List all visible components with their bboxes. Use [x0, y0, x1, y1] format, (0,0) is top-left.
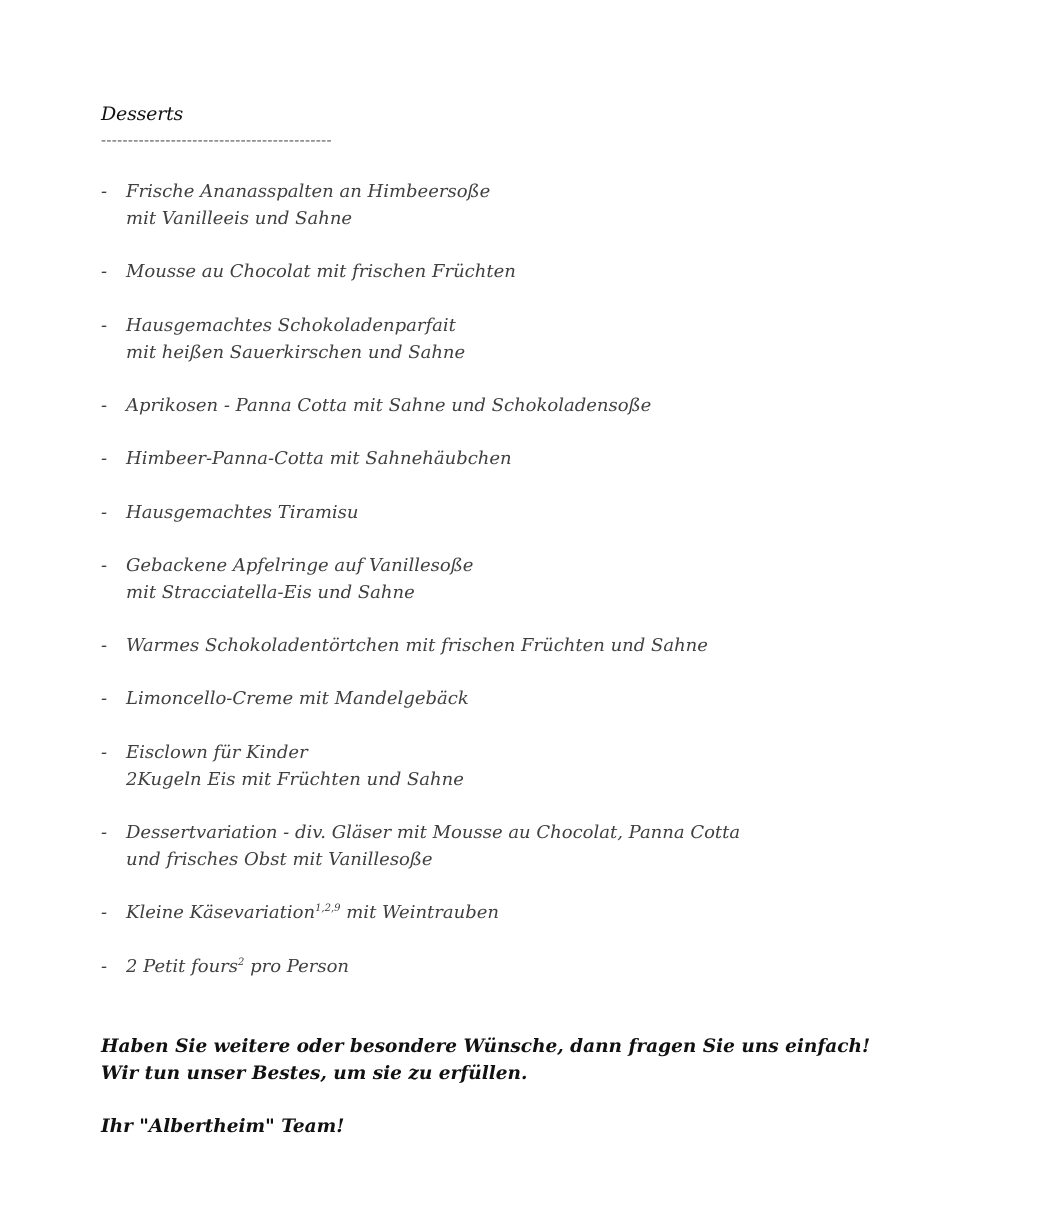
item-bullet: - — [101, 181, 108, 202]
item-bullet: - — [101, 902, 108, 923]
item-text — [126, 313, 465, 366]
item-name: Kleine Käsevariation — [126, 902, 316, 923]
item-bullet: - — [101, 742, 108, 763]
allergen-footnote: 2 — [238, 957, 245, 968]
closing-message — [101, 1034, 870, 1087]
item-line-1: Hausgemachtes Schokoladenparfait — [126, 315, 456, 336]
item-line-1: Gebackene Apfelringe auf Vanillesoße — [126, 555, 474, 576]
item-text — [126, 820, 740, 873]
item-text — [126, 446, 512, 473]
item-bullet: - — [101, 688, 108, 709]
item-text — [126, 393, 651, 420]
item-suffix: mit Weintrauben — [340, 902, 499, 923]
item-suffix: pro Person — [244, 956, 350, 977]
item-bullet: - — [101, 395, 108, 416]
closing-line-1: Haben Sie weitere oder besondere Wünsche, dann fragen Sie uns einfach! — [101, 1036, 871, 1057]
item-line-1 — [126, 900, 499, 927]
item-text — [126, 179, 490, 232]
item-line-1: Hausgemachtes Tiramisu — [126, 502, 359, 523]
item-line-2: und frisches Obst mit Vanillesoße — [126, 848, 433, 870]
allergen-footnote: 1,2,9 — [315, 903, 341, 914]
item-bullet: - — [101, 822, 108, 843]
item-text — [126, 900, 499, 927]
item-text — [126, 553, 473, 606]
item-bullet: - — [101, 448, 108, 469]
item-line-1: Limoncello-Creme mit Mandelgebäck — [126, 688, 469, 709]
item-bullet: - — [101, 956, 108, 977]
item-text — [126, 740, 464, 793]
item-line-2: mit Vanilleeis und Sahne — [126, 207, 353, 229]
item-line-1 — [126, 954, 349, 981]
item-text — [126, 500, 359, 527]
title-divider: ------------------------------------------- — [101, 131, 332, 149]
item-name: 2 Petit fours — [126, 956, 239, 977]
menu-title: Desserts — [101, 103, 184, 125]
item-text — [126, 954, 349, 981]
item-line-2: mit heißen Sauerkirschen und Sahne — [126, 341, 466, 363]
item-bullet: - — [101, 502, 108, 523]
item-text — [126, 259, 516, 286]
item-line-1: Warmes Schokoladentörtchen mit frischen Früchten und Sahne — [126, 635, 708, 656]
item-line-2: 2Kugeln Eis mit Früchten und Sahne — [126, 768, 464, 790]
item-line-1: Himbeer-Panna-Cotta mit Sahnehäubchen — [126, 448, 512, 469]
team-signature: Ihr "Albertheim" Team! — [101, 1116, 345, 1137]
item-line-1: Aprikosen - Panna Cotta mit Sahne und Schokoladensoße — [126, 395, 652, 416]
item-line-1: Eisclown für Kinder — [126, 742, 308, 763]
item-line-1: Dessertvariation - div. Gläser mit Mousse au Chocolat, Panna Cotta — [126, 822, 741, 843]
item-bullet: - — [101, 555, 108, 576]
item-line-1: Mousse au Chocolat mit frischen Früchten — [126, 261, 516, 282]
item-text — [126, 633, 708, 660]
item-bullet: - — [101, 261, 108, 282]
item-text — [126, 686, 469, 713]
item-bullet: - — [101, 315, 108, 336]
item-line-2: mit Stracciatella-Eis und Sahne — [126, 581, 415, 603]
closing-line-2: Wir tun unser Bestes, um sie zu erfüllen. — [101, 1062, 528, 1084]
item-bullet: - — [101, 635, 108, 656]
item-line-1: Frische Ananasspalten an Himbeersoße — [126, 181, 491, 202]
